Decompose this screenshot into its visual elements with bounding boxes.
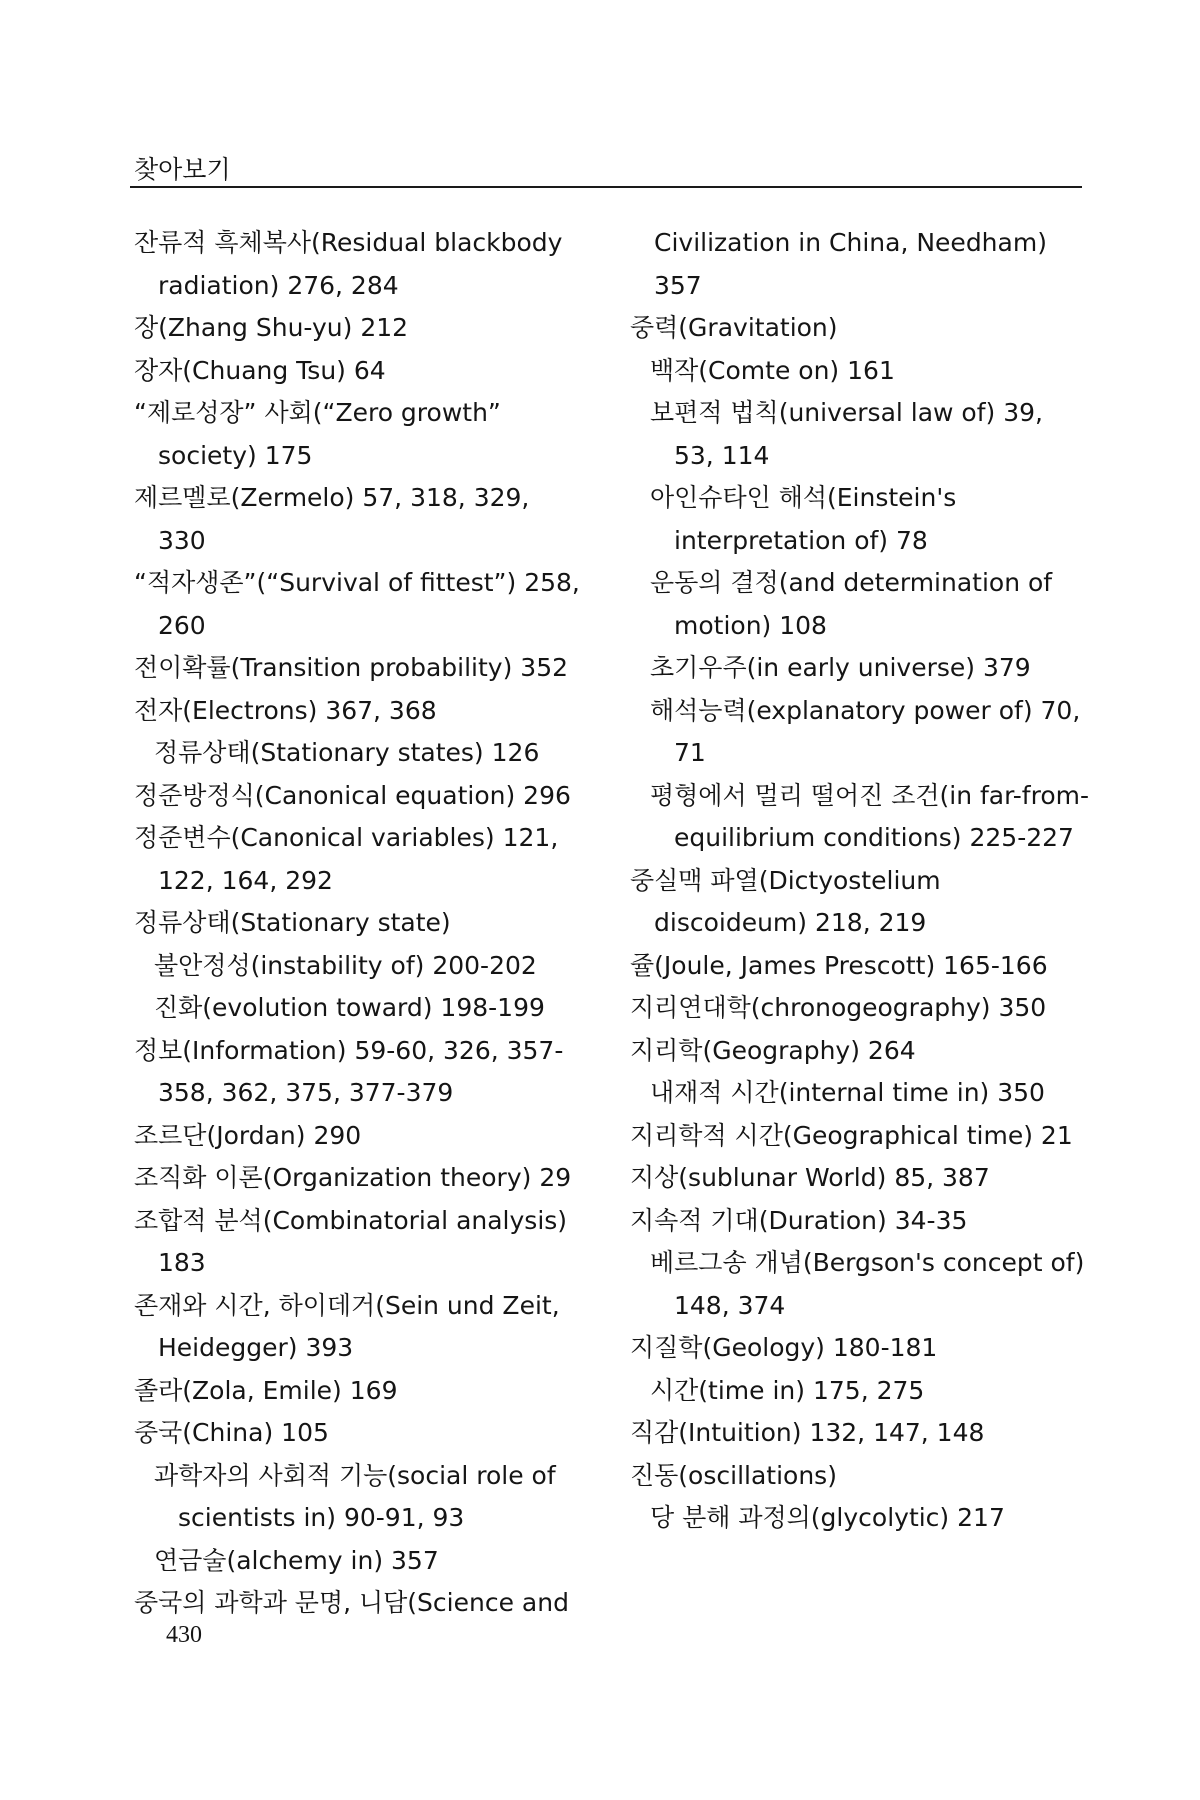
index-entry: 직감(Intuition) 132, 147, 148 <box>630 1418 985 1447</box>
index-entry: 정준방정식(Canonical equation) 296 <box>134 780 571 810</box>
index-subentry: 백작(Comte on) 161 <box>650 355 895 385</box>
index-subentry: 보편적 법칙(universal law of) 39, 53, 114 <box>650 398 1043 470</box>
index-entry: 중실맥 파열(Dictyostelium discoideum) 218, 219 <box>630 865 941 937</box>
index-entry: 조직화 이론(Organization theory) 29 <box>134 1163 572 1192</box>
index-entry: 장(Zhang Shu-yu) 212 <box>134 313 409 342</box>
index-subentry: 운동의 결정(and determination of motion) 108 <box>650 568 1053 640</box>
index-entry: 잔류적 흑체복사(Residual blackbody radiation) 276, 284 <box>134 228 563 300</box>
index-subentry: 연금술(alchemy in) 357 <box>154 1545 439 1575</box>
index-subentry: 평형에서 멀리 떨어진 조건(in far-from-equilibrium conditions) 225-227 <box>650 780 1090 852</box>
index-entry: 조르단(Jordan) 290 <box>134 1120 362 1150</box>
index-entry: 정준변수(Canonical variables) 121, 122, 164, 292 <box>134 823 559 895</box>
index-entry: 지상(sublunar World) 85, 387 <box>630 1163 990 1192</box>
index-entry: “제로성장” 사회(“Zero growth” society) 175 <box>134 398 501 470</box>
index-entry: 장자(Chuang Tsu) 64 <box>134 355 386 385</box>
page-header-title: 찾아보기 <box>134 155 231 184</box>
index-subentry: 정류상태(Stationary states) 126 <box>154 738 540 767</box>
index-entry: Civilization in China, Needham) 357 <box>654 228 1047 300</box>
index-column-left <box>134 222 584 1625</box>
index-subentry: 초기우주(in early universe) 379 <box>650 653 1031 682</box>
index-entry: 전이확률(Transition probability) 352 <box>134 653 569 682</box>
index-entry: 조합적 분석(Combinatorial analysis) 183 <box>134 1205 568 1277</box>
index-subentry: 진화(evolution toward) 198-199 <box>154 993 545 1022</box>
index-entry: 진동(oscillations) <box>630 1460 837 1490</box>
index-entry: 제르멜로(Zermelo) 57, 318, 329, 330 <box>134 483 530 555</box>
page-number: 430 <box>166 1622 202 1648</box>
index-entry: 졸라(Zola, Emile) 169 <box>134 1375 398 1405</box>
index-subentry: 내재적 시간(internal time in) 350 <box>650 1078 1045 1107</box>
index-entry: 쥴(Joule, James Prescott) 165-166 <box>630 950 1048 980</box>
index-entry: 지리학(Geography) 264 <box>630 1035 916 1065</box>
index-subentry: 당 분해 과정의(glycolytic) 217 <box>650 1503 1005 1532</box>
index-column-right <box>630 222 1090 1540</box>
index-entry: 중력(Gravitation) <box>630 313 838 342</box>
index-entry: “적자생존”(“Survival of fittest”) 258, 260 <box>134 568 580 640</box>
index-subentry: 과학자의 사회적 기능(social role of scientists in) 90-91, 93 <box>154 1460 556 1532</box>
index-entry: 전자(Electrons) 367, 368 <box>134 695 437 725</box>
index-entry: 지속적 기대(Duration) 34-35 <box>630 1205 968 1235</box>
index-subentry: 베르그송 개념(Bergson's concept of) 148, 374 <box>650 1248 1085 1320</box>
index-subentry: 불안정성(instability of) 200-202 <box>154 950 537 980</box>
index-entry: 중국의 과학과 문명, 니담(Science and <box>134 1588 569 1617</box>
index-subentry: 해석능력(explanatory power of) 70, 71 <box>650 695 1081 767</box>
index-entry: 지리연대학(chronogeography) 350 <box>630 993 1047 1022</box>
index-entry: 정류상태(Stationary state) <box>134 908 451 937</box>
header-divider <box>130 186 1082 188</box>
index-entry: 중국(China) 105 <box>134 1418 329 1447</box>
index-entry: 지질학(Geology) 180-181 <box>630 1333 938 1362</box>
index-entry: 지리학적 시간(Geographical time) 21 <box>630 1120 1073 1150</box>
index-entry: 존재와 시간, 하이데거(Sein und Zeit, Heidegger) 393 <box>134 1290 560 1362</box>
index-subentry: 아인슈타인 해석(Einstein's interpretation of) 78 <box>650 483 957 555</box>
index-subentry: 시간(time in) 175, 275 <box>650 1375 925 1405</box>
index-entry: 정보(Information) 59-60, 326, 357-358, 362, 375, 377-379 <box>134 1035 564 1107</box>
